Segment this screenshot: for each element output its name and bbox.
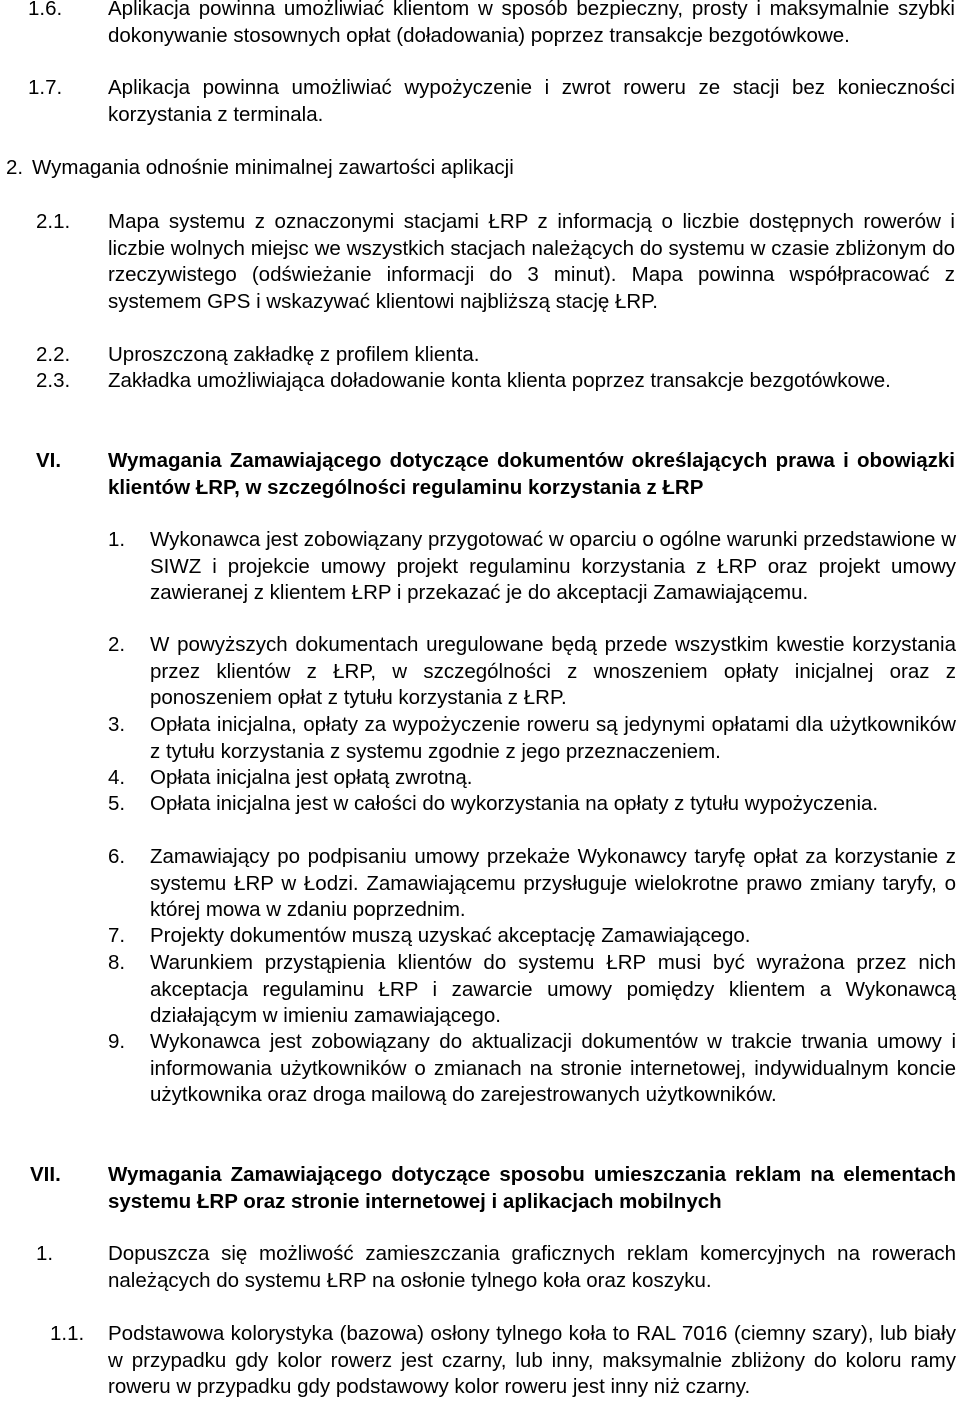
list-item	[108, 950, 956, 1030]
item-number: 1.1.	[50, 1322, 85, 1345]
section-title: Wymagania odnośnie minimalnej zawartości aplikacji	[32, 156, 514, 179]
item-number: 5.	[108, 792, 126, 815]
section-heading-vii	[30, 1162, 956, 1215]
list-item	[108, 923, 956, 950]
item-number: 1.	[108, 528, 126, 551]
item-text: Aplikacja powinna umożliwiać wypożyczenie i zwrot roweru ze stacji bez konieczności korzystania z terminala.	[108, 76, 955, 126]
section-heading-vi	[36, 448, 955, 501]
item-text: Dopuszcza się możliwość zamieszczania graficznych reklam komercyjnych na rowerach należących do systemu ŁRP na osłonie tylnego koła oraz koszyku.	[108, 1242, 956, 1292]
item-number: 4.	[108, 766, 126, 789]
item-text: Wykonawca jest zobowiązany przygotować w oparciu o ogólne warunki przedstawione w SIWZ i projekcie umowy projekt regulaminu korzystania z ŁRP oraz projekt umowy zawieranej z klientem ŁRP i przekazać je do akceptacji Zamawiającemu.	[150, 528, 956, 604]
item-number: 2.2.	[36, 343, 71, 366]
section-number: VI.	[36, 449, 62, 472]
list-item-2-3	[36, 368, 955, 395]
section-number: VII.	[30, 1163, 61, 1186]
item-text: Podstawowa kolorystyka (bazowa) osłony tylnego koła to RAL 7016 (ciemny szary), lub biały w przypadku gdy kolor rowerz jest czarny, lub inny, maksymalnie zbliżony do koloru ramy roweru w przypadku gdy podstawowy kolor roweru jest inny niż czarny.	[108, 1322, 956, 1398]
list-item	[108, 632, 956, 712]
section-title: Wymagania Zamawiającego dotyczące sposobu umieszczania reklam na elementach systemu ŁRP oraz stronie internetowej i aplikacjach mobilnych	[108, 1163, 956, 1213]
item-number: 6.	[108, 845, 126, 868]
item-text: Opłata inicjalna jest opłatą zwrotną.	[150, 766, 473, 789]
item-text: Zakładka umożliwiająca doładowanie konta klienta poprzez transakcje bezgotówkowe.	[108, 369, 891, 392]
item-number: 7.	[108, 924, 126, 947]
list-item-1-6	[28, 0, 955, 49]
item-number: 1.7.	[28, 76, 63, 99]
item-text: Aplikacja powinna umożliwiać klientom w sposób bezpieczny, prosty i maksymalnie szybki dokonywanie stosownych opłat (doładowania) poprzez transakcje bezgotówkowe.	[108, 0, 955, 47]
item-number: 1.6.	[28, 0, 63, 20]
item-text: Zamawiający po podpisaniu umowy przekaże Wykonawcy taryfę opłat za korzystanie z systemu ŁRP w Łodzi. Zamawiającemu przysługuje wielokrotne prawo zmiany taryfy, o której mowa w zdaniu poprzednim.	[150, 845, 956, 921]
list-item	[108, 712, 956, 765]
item-number: 9.	[108, 1030, 126, 1053]
list-item-1-7	[28, 75, 955, 128]
item-text: W powyższych dokumentach uregulowane będą przede wszystkim kwestie korzystania przez klientów z ŁRP, w szczególności z wnoszeniem opłaty inicjalnej oraz z ponoszeniem opłat z tytułu korzystania z ŁRP.	[150, 633, 956, 709]
section-title: Wymagania Zamawiającego dotyczące dokumentów określających prawa i obowiązki klientów ŁRP, w szczególności regulaminu korzystania z ŁRP	[108, 449, 955, 499]
item-text: Mapa systemu z oznaczonymi stacjami ŁRP z informacją o liczbie dostępnych rowerów i liczbie wolnych miejsc we wszystkich stacjach należących do systemu w czasie zbliżonym do rzeczywistego (odświeżanie informacji do 3 minut). Mapa powinna współpracować z systemem GPS i wskazywać klientowi najbliższą stację ŁRP.	[108, 210, 955, 313]
item-number: 8.	[108, 951, 126, 974]
list-item-2-2	[36, 342, 955, 369]
item-text: Opłata inicjalna jest w całości do wykorzystania na opłaty z tytułu wypożyczenia.	[150, 792, 879, 815]
item-text: Uproszczoną zakładkę z profilem klienta.	[108, 343, 480, 366]
section-heading-2	[6, 155, 956, 182]
list-item	[36, 1241, 956, 1294]
list-item	[108, 765, 956, 792]
section-number: 2.	[6, 156, 24, 179]
item-text: Projekty dokumentów muszą uzyskać akceptację Zamawiającego.	[150, 924, 751, 947]
list-item	[50, 1321, 956, 1401]
item-text: Opłata inicjalna, opłaty za wypożyczenie roweru są jedynymi opłatami dla użytkowników z tytułu korzystania z systemu zgodnie z jego przeznaczeniem.	[150, 713, 956, 763]
list-item	[108, 527, 956, 607]
item-number: 2.1.	[36, 210, 71, 233]
item-number: 2.3.	[36, 369, 71, 392]
list-item	[108, 1029, 956, 1109]
list-item	[108, 791, 956, 818]
item-text: Warunkiem przystąpienia klientów do systemu ŁRP musi być wyrażona przez nich akceptacja regulaminu ŁRP i zawarcie umowy pomiędzy klientem a Wykonawcą działającym w imieniu zamawiającego.	[150, 951, 956, 1027]
list-item-2-1	[36, 209, 955, 315]
item-text: Wykonawca jest zobowiązany do aktualizacji dokumentów w trakcie trwania umowy i informowania użytkowników o zmianach na stronie internetowej, indywidualnym koncie użytkownika oraz droga mailową do zarejestrowanych użytkowników.	[150, 1030, 956, 1106]
item-number: 2.	[108, 633, 126, 656]
list-item	[108, 844, 956, 924]
item-number: 3.	[108, 713, 126, 736]
item-number: 1.	[36, 1242, 54, 1265]
